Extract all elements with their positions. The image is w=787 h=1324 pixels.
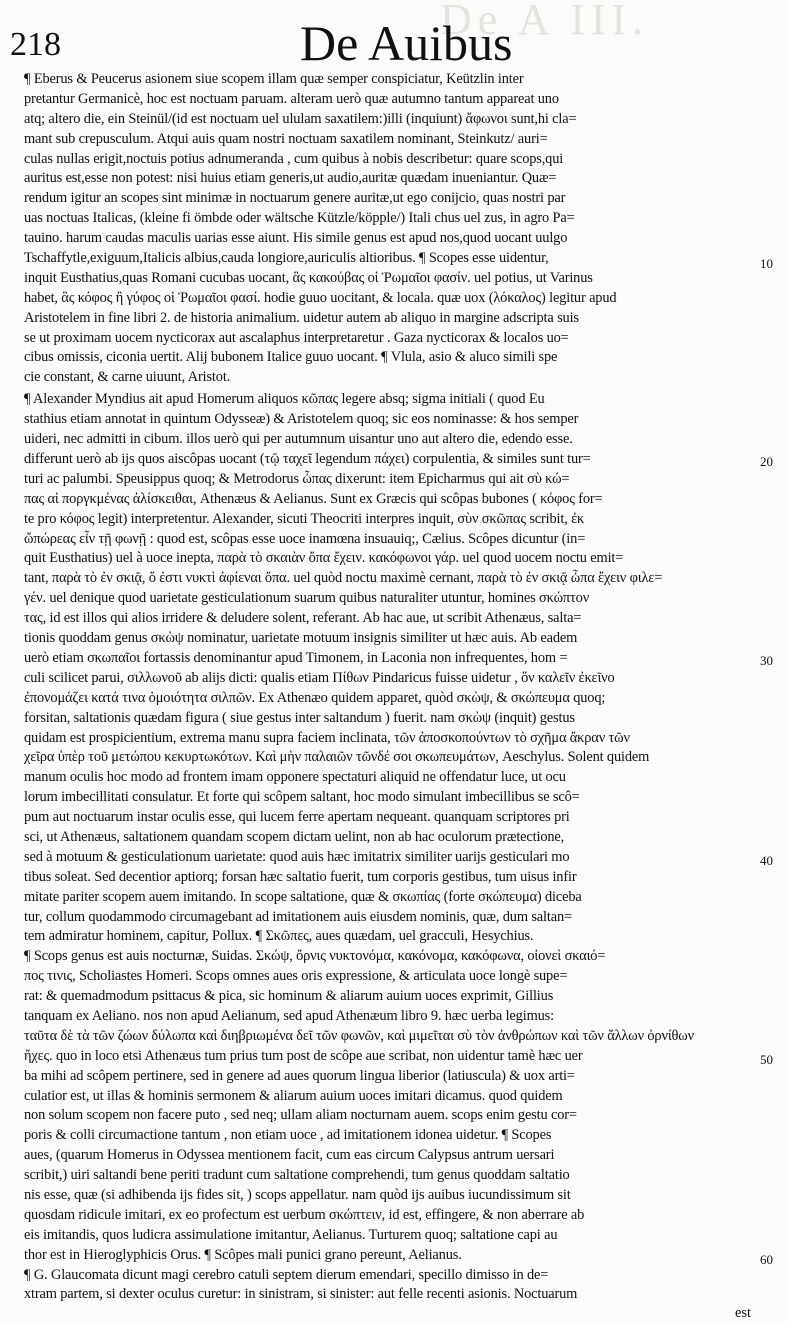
text-line: uerò etiam σκωπαῖοι fortassis denominantur apud Timonem, in Laconia non infrequentes, hom = — [24, 649, 568, 666]
text-line: tanquam ex Aeliano. nos non apud Aelianum, sed apud Athenæum libro 9. hæc uerba legimus: — [24, 1007, 554, 1024]
text-line: scribit,) uiri saltandi bene periti tradunt cum saltatione comprehendi, tum genus quoddam saltatio — [24, 1167, 570, 1184]
text-line: πος τινις, Scholiastes Homeri. Scops omnes aues oris expressione, & articulata uoce longè supe= — [24, 968, 568, 985]
text-line: aues, (quarum Homerus in Odyssea mentionem facit, cum eas circum Calypsus antrum uersari — [24, 1147, 555, 1164]
margin-line-number: 30 — [760, 653, 773, 668]
text-line: ταῦτα δὲ τὰ τῶν ζώων δύλωπα καὶ διηβριωμένα δεῖ τῶν φωνῶν, καὶ μιμεῖται σὺ τὸν ἀνθρώπων καὶ τῶν ἄλλων ὀρνίθων — [24, 1027, 694, 1044]
text-line: cie constant, & carne uiuunt, Aristot. — [24, 369, 231, 386]
margin-line-number: 60 — [760, 1252, 773, 1267]
text-line: τας, id est illos qui alios irridere & deludere solent, referant. Ab hac aue, ut scribit Athenæus, salta= — [24, 610, 582, 627]
text-line: rendum igitur an scopes sint minimæ in noctuarum genere auritæ,ut ego conijcio, quas nostri par — [24, 190, 566, 207]
text-line: uideri, nec admitti in cibum. illos uerò qui per autumnum uisantur uno aut altero die, edendo esse. — [24, 431, 573, 448]
main-text-block — [24, 70, 760, 1320]
text-line: turi ac palumbi. Speusippus quoq; & Metrodorus ὦπας dixerunt: item Epicharmus qui ait σὺ κώ= — [24, 470, 570, 487]
text-line: culatior est, ut illas & hominis sermonem & aliarum auium uoces imitari dicamus. quod quidem — [24, 1087, 563, 1104]
text-line: te pro κόφος legit) interpretentur. Alexander, sicuti Theocriti interpres inquit, σὺν σκῶπας scribit, ἐκ — [24, 510, 585, 527]
margin-line-number: 50 — [760, 1052, 773, 1067]
text-line: Tschaffytle,exiguum,Italicis albius,cauda longiore,auriculis altioribus. ¶ Scopes esse uidentur, — [24, 250, 549, 267]
text-line: ὤπώρεας εἶν τῇ φωνῇ : quod est, scôpas esse uoce inamœna insuauiq;, Cælius. Scôpes dicuntur (in= — [24, 530, 586, 547]
text-line: sed à motuum & gesticulationum uarietate: quod auis hæc imitatrix similiter uarijs gesticulari mo — [24, 848, 570, 865]
text-line: atq; altero die, ein Steinül/(id est noctuam uel ululam saxatilem:)illi (inquiunt) ἄφωνοι sunt,hi cla= — [24, 110, 577, 127]
page-header — [0, 0, 787, 71]
text-line: mant sub crepusculum. Atqui auis quam nostri noctuam saxatilem nominant, Steinkutz/ auri= — [24, 130, 548, 147]
text-line: quidam est prospicientium, extrema manu supra faciem inclinata, τῶν ἀποσκοπούντων τὸ σχῆμα ἄκραν τῶν — [24, 729, 630, 746]
show-through-text: De A III. — [440, 0, 650, 44]
text-line: Aristotelem in fine libri 2. de historia animalium. uidetur autem ab aliquo in margine adscripta suis — [24, 309, 579, 326]
text-line: tant, παρὰ τὸ ἐν σκιᾷ, ὅ ἐστι νυκτὶ ἀφίεναι ὄπα. uel quòd noctu maximè cernant, παρὰ τὸ ἐν σκιᾷ ὦπα ἔχειν φιλε= — [24, 570, 663, 587]
text-line: thor est in Hieroglyphicis Orus. ¶ Scôpes mali punici grano pereunt, Aelianus. — [24, 1246, 462, 1263]
text-line: pretantur Germanicè, hoc est noctuam paruam. alteram uerò quæ autumno tantum appareat uno — [24, 90, 559, 107]
text-line: tauino. harum caudas maculis uarias esse aiunt. His simile genus est apud nos,quod uocant uulgo — [24, 230, 568, 247]
text-line: tibus soleat. Sed decentior aptiorq; forsan hæc saltatio fuerit, tum corporis gestibus, tum uisus infir — [24, 868, 577, 885]
text-line: stathius etiam annotat in quintum Odysseæ) & Aristotelem quoq; sic eos nominasse: & hos semper — [24, 411, 579, 428]
margin-line-number: 20 — [760, 454, 773, 469]
text-line: ἤχες. quo in loco etsi Athenæus tum prius tum post de scôpe aue scribat, non uidentur tamè hæc uer — [24, 1047, 583, 1064]
text-line: tem admiratur hominem, capitur, Pollux. ¶ Σκῶπες, aues quædam, uel gracculi, Hesychius. — [24, 928, 534, 945]
text-line: xtram partem, si dexter oculus curetur: in sinistram, si sinister: aut felle recenti asionis. Noctuarum — [24, 1286, 578, 1303]
text-line: manum oculis hoc modo ad frontem imam opponere spectaturi aliquid ne offendatur luce, ut ocu — [24, 769, 566, 786]
text-line: πας αἰ ποργκμένας ἀλίσκειθαι, Athenæus & Aelianus. Sunt ex Græcis qui scôpas bubones ( κόφος for= — [24, 490, 603, 507]
text-line: ¶ Scops genus est auis nocturnæ, Suidas. Σκώψ, ὄρνις νυκτονόμα, κακόνομα, κακόφωνα, οἰονεὶ σκαιό= — [24, 948, 606, 965]
text-line: quit Eusthatius) uel à uoce inepta, παρὰ τὸ σκαιὰν ὄπα ἔχειν. κακόφωνοι γάρ. uel quod uocem noctu emit= — [24, 550, 624, 567]
text-line: sci, ut Athenæus, saltationem quandam scopem dictam uelint, non ab hac oculorum prætectione, — [24, 828, 565, 845]
text-line: rat: & quemadmodum psittacus & pica, sic hominum & aliarum auium uoces exprimit, Gillius — [24, 988, 554, 1005]
text-line: pum aut noctuarum instar oculis esse, qui lucem ferre apertam nequeant. quanquam scriptores pri — [24, 809, 570, 826]
text-line: ¶ Alexander Myndius ait apud Homerum aliquos κῶπας legere absq; sigma initiali ( quod Eu — [24, 391, 545, 408]
text-line: auritus est,esse non potest: nisi huius etiam generis,ut audio,auritæ quædam inueniantur. Quæ= — [24, 170, 557, 187]
text-line: cibus omissis, ciconia uertit. Alij bubonem Italice guuo uocant. ¶ Vlula, asio & aluco simili spe — [24, 349, 558, 366]
text-line: non solum scopem non facere puto , sed neq; ullam aliam nocturnam auem. scops enim gestu cor= — [24, 1107, 577, 1124]
text-line: χεῖρα ὑπὲρ τοῦ μετώπου κεκυρτωκότων. Καὶ μὴν παλαιῶν τῶνδέ σοι σκωπευμάτων, Aeschylus. Solent quidem — [24, 749, 650, 766]
text-line: ¶ G. Glaucomata dicunt magi cerebro catuli septem dierum emendari, specillo dimisso in de= — [24, 1266, 549, 1283]
text-line: tur, collum quodammodo circumagebant ad imitationem auis eiusdem nominis, quæ, dum saltan= — [24, 908, 572, 925]
text-line: quosdam ridicule imitari, ex eo profectum est uerbum σκώπτειν, id est, effingere, & non aberrare ab — [24, 1206, 585, 1223]
page-number: 218 — [10, 26, 61, 63]
text-line: γέν. uel denique quod uarietate gesticulationum suarum quibus naturaliter utuntur, homines σκώπτον — [24, 590, 590, 607]
margin-line-number: 10 — [760, 256, 773, 271]
text-line: ba mihi ad scôpem pertinere, sed in genere ad aues quorum lingua liberior (latiuscula) & uox arti= — [24, 1067, 575, 1084]
text-line: inquit Eusthatius,quas Romani cucubas uocant, ἃς κακούβας οἱ Ῥωμαῖοι φασίν. uel potius, ut Varinus — [24, 269, 593, 286]
text-line: differunt uerò ab ijs quos aiscôpas uocant (τῷ ταχεῖ legendum πάχει) corpulentia, & similes sunt tur= — [24, 451, 591, 468]
text-line: se ut proximam uocem nycticorax aut ascalaphus interpretaretur . Gaza nycticorax & localos uo= — [24, 329, 569, 346]
text-line: ἐπονομάζει κατά τινα ὁμοιότητα σιλπῶν. Ex Athenæo quidem apparet, quòd σκὼψ, & σκώπευμα quoq; — [24, 689, 606, 706]
catchword: est — [735, 1305, 751, 1321]
text-line: eis imitandis, quos ludicra assimulatione imitantur, Aelianus. Turturem quoq; saltatione capi au — [24, 1226, 558, 1243]
text-line: poris & colli circumactione tantum , non etiam uoce , ad imitationem idonea uidetur. ¶ Scopes — [24, 1127, 552, 1144]
text-line: lorum imbecillitati consulatur. Et forte qui scôpem saltant, hoc modo simulant imbecillibus se scô= — [24, 789, 580, 806]
text-line: uas noctuas Italicas, (kleine fi ömbde oder wältsche Kützle/köpple/) Itali chus uel zus, in agro Pa= — [24, 210, 575, 227]
text-line: ¶ Eberus & Peucerus asionem siue scopem illam quæ semper conspiciatur, Keützlin inter — [24, 71, 524, 87]
text-line: mitate pariter scopem auem imitando. In scope saltatione, quæ & σκωπίας (forte σκώπευμα) diceba — [24, 888, 582, 905]
text-line: tionis quoddam genus σκὼψ nominatur, uarietate motuum insignis similiter ut hæc auis. Ab eadem — [24, 630, 578, 647]
text-line: culas nullas erigit,noctuis potius adnumeranda , cum quibus à nobis describetur: quare scops,qui — [24, 150, 564, 167]
text-line: habet, ἃς κόφος ἢ γύφος οἱ Ῥωμαῖοι φασί. hodie guuo uocitant, & locala. quæ uox (λόκαλος) legitur apud — [24, 289, 617, 306]
margin-line-number: 40 — [760, 853, 773, 868]
text-line: forsitan, saltationis quædam figura ( siue gestus inter saltandum ) fuerit. nam σκὼψ (inquit) gestus — [24, 709, 575, 726]
running-title: De Auibus — [300, 15, 513, 71]
text-line: culi scilicet parui, σιλλωνοῦ ab alijs dicti: qualis etiam Πίθων Pindaricus fuisse uidetur , ὅν καλεῖν ἐκεῖνο — [24, 669, 615, 686]
text-line: nis esse, quæ (si adhibenda ijs fides sit, ) scops appellatur. nam quòd ijs auibus iucundissimum sit — [24, 1186, 571, 1203]
